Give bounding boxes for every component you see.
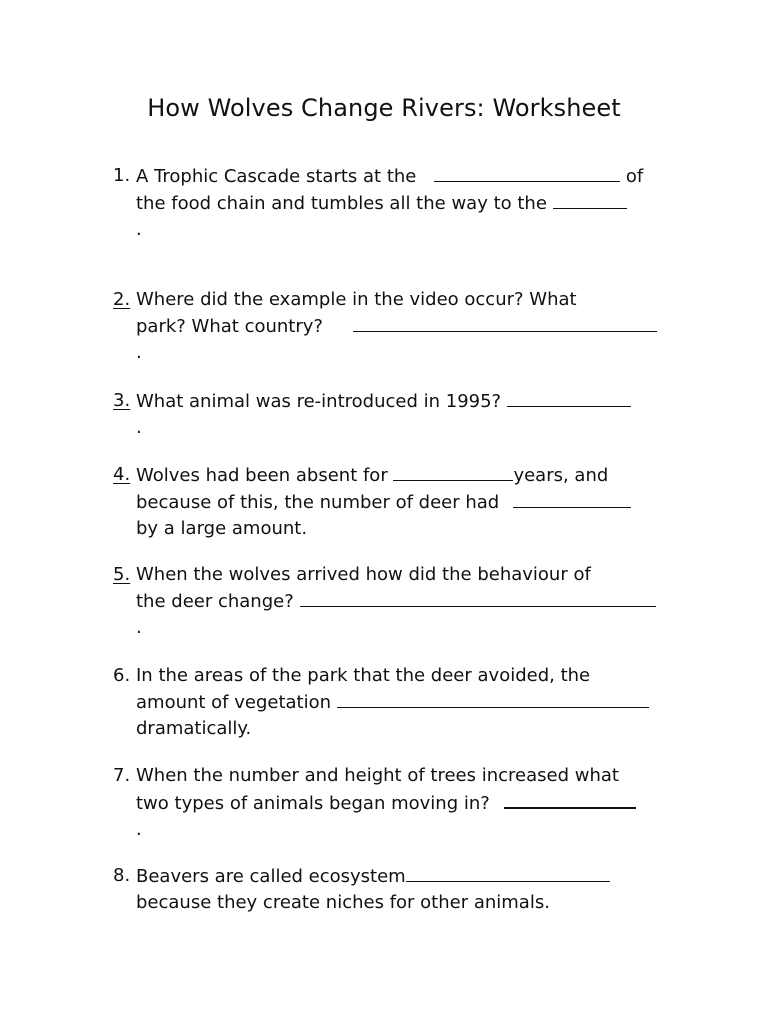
question-text: When the wolves arrived how did the behaviour of — [136, 564, 591, 585]
question-2-text — [136, 287, 681, 366]
question-text: because of this, the number of deer had — [136, 492, 500, 513]
answer-blank[interactable] — [507, 388, 631, 407]
answer-blank[interactable] — [504, 789, 636, 809]
answer-blank[interactable] — [553, 190, 627, 209]
question-text: Where did the example in the video occur? What — [136, 289, 577, 310]
question-text: two types of animals began moving in? — [136, 793, 490, 814]
question-text: the food chain and tumbles all the way to the — [136, 193, 547, 214]
question-text: Wolves had been absent for — [136, 465, 388, 486]
answer-blank[interactable] — [353, 313, 657, 332]
question-text: . — [136, 342, 142, 363]
question-number: 7. — [113, 765, 131, 786]
question-text: park? What country? — [136, 316, 323, 337]
answer-blank[interactable] — [406, 863, 610, 882]
question-text: In the areas of the park that the deer avoided, the — [136, 665, 591, 686]
question-text: . — [136, 617, 142, 638]
question-4-text — [136, 462, 681, 542]
question-number: 4. — [113, 464, 131, 485]
question-1-text — [136, 163, 681, 243]
question-text: dramatically. — [136, 718, 252, 739]
question-text: years, and — [513, 465, 609, 486]
answer-blank[interactable] — [434, 163, 620, 182]
question-text: . — [136, 219, 142, 240]
question-text: What animal was re-introduced in 1995? — [136, 391, 502, 412]
question-text: of — [625, 166, 644, 187]
question-number: 5. — [113, 564, 131, 585]
question-number: 8. — [113, 865, 131, 886]
question-text: . — [136, 417, 142, 438]
question-text: When the number and height of trees increased what — [136, 765, 619, 786]
question-text: by a large amount. — [136, 518, 308, 539]
question-text: Beavers are called ecosystem — [136, 866, 406, 887]
answer-blank[interactable] — [337, 689, 649, 708]
answer-blank[interactable] — [513, 489, 631, 508]
question-3-text — [136, 388, 681, 441]
answer-blank[interactable] — [393, 462, 513, 481]
question-text: because they create niches for other animals. — [136, 892, 550, 913]
question-number: 1. — [113, 165, 131, 186]
question-number: 6. — [113, 665, 131, 686]
question-number: 2. — [113, 289, 131, 310]
worksheet-title: How Wolves Change Rivers: Worksheet — [147, 94, 621, 122]
question-8-text — [136, 863, 681, 916]
question-7-text — [136, 763, 681, 843]
question-text: the deer change? — [136, 591, 294, 612]
question-text: amount of vegetation — [136, 692, 332, 713]
question-5-text — [136, 562, 681, 641]
question-text: A Trophic Cascade starts at the — [136, 166, 417, 187]
answer-blank[interactable] — [300, 588, 656, 607]
question-text: . — [136, 819, 142, 840]
question-number: 3. — [113, 390, 131, 411]
question-6-text — [136, 663, 681, 742]
